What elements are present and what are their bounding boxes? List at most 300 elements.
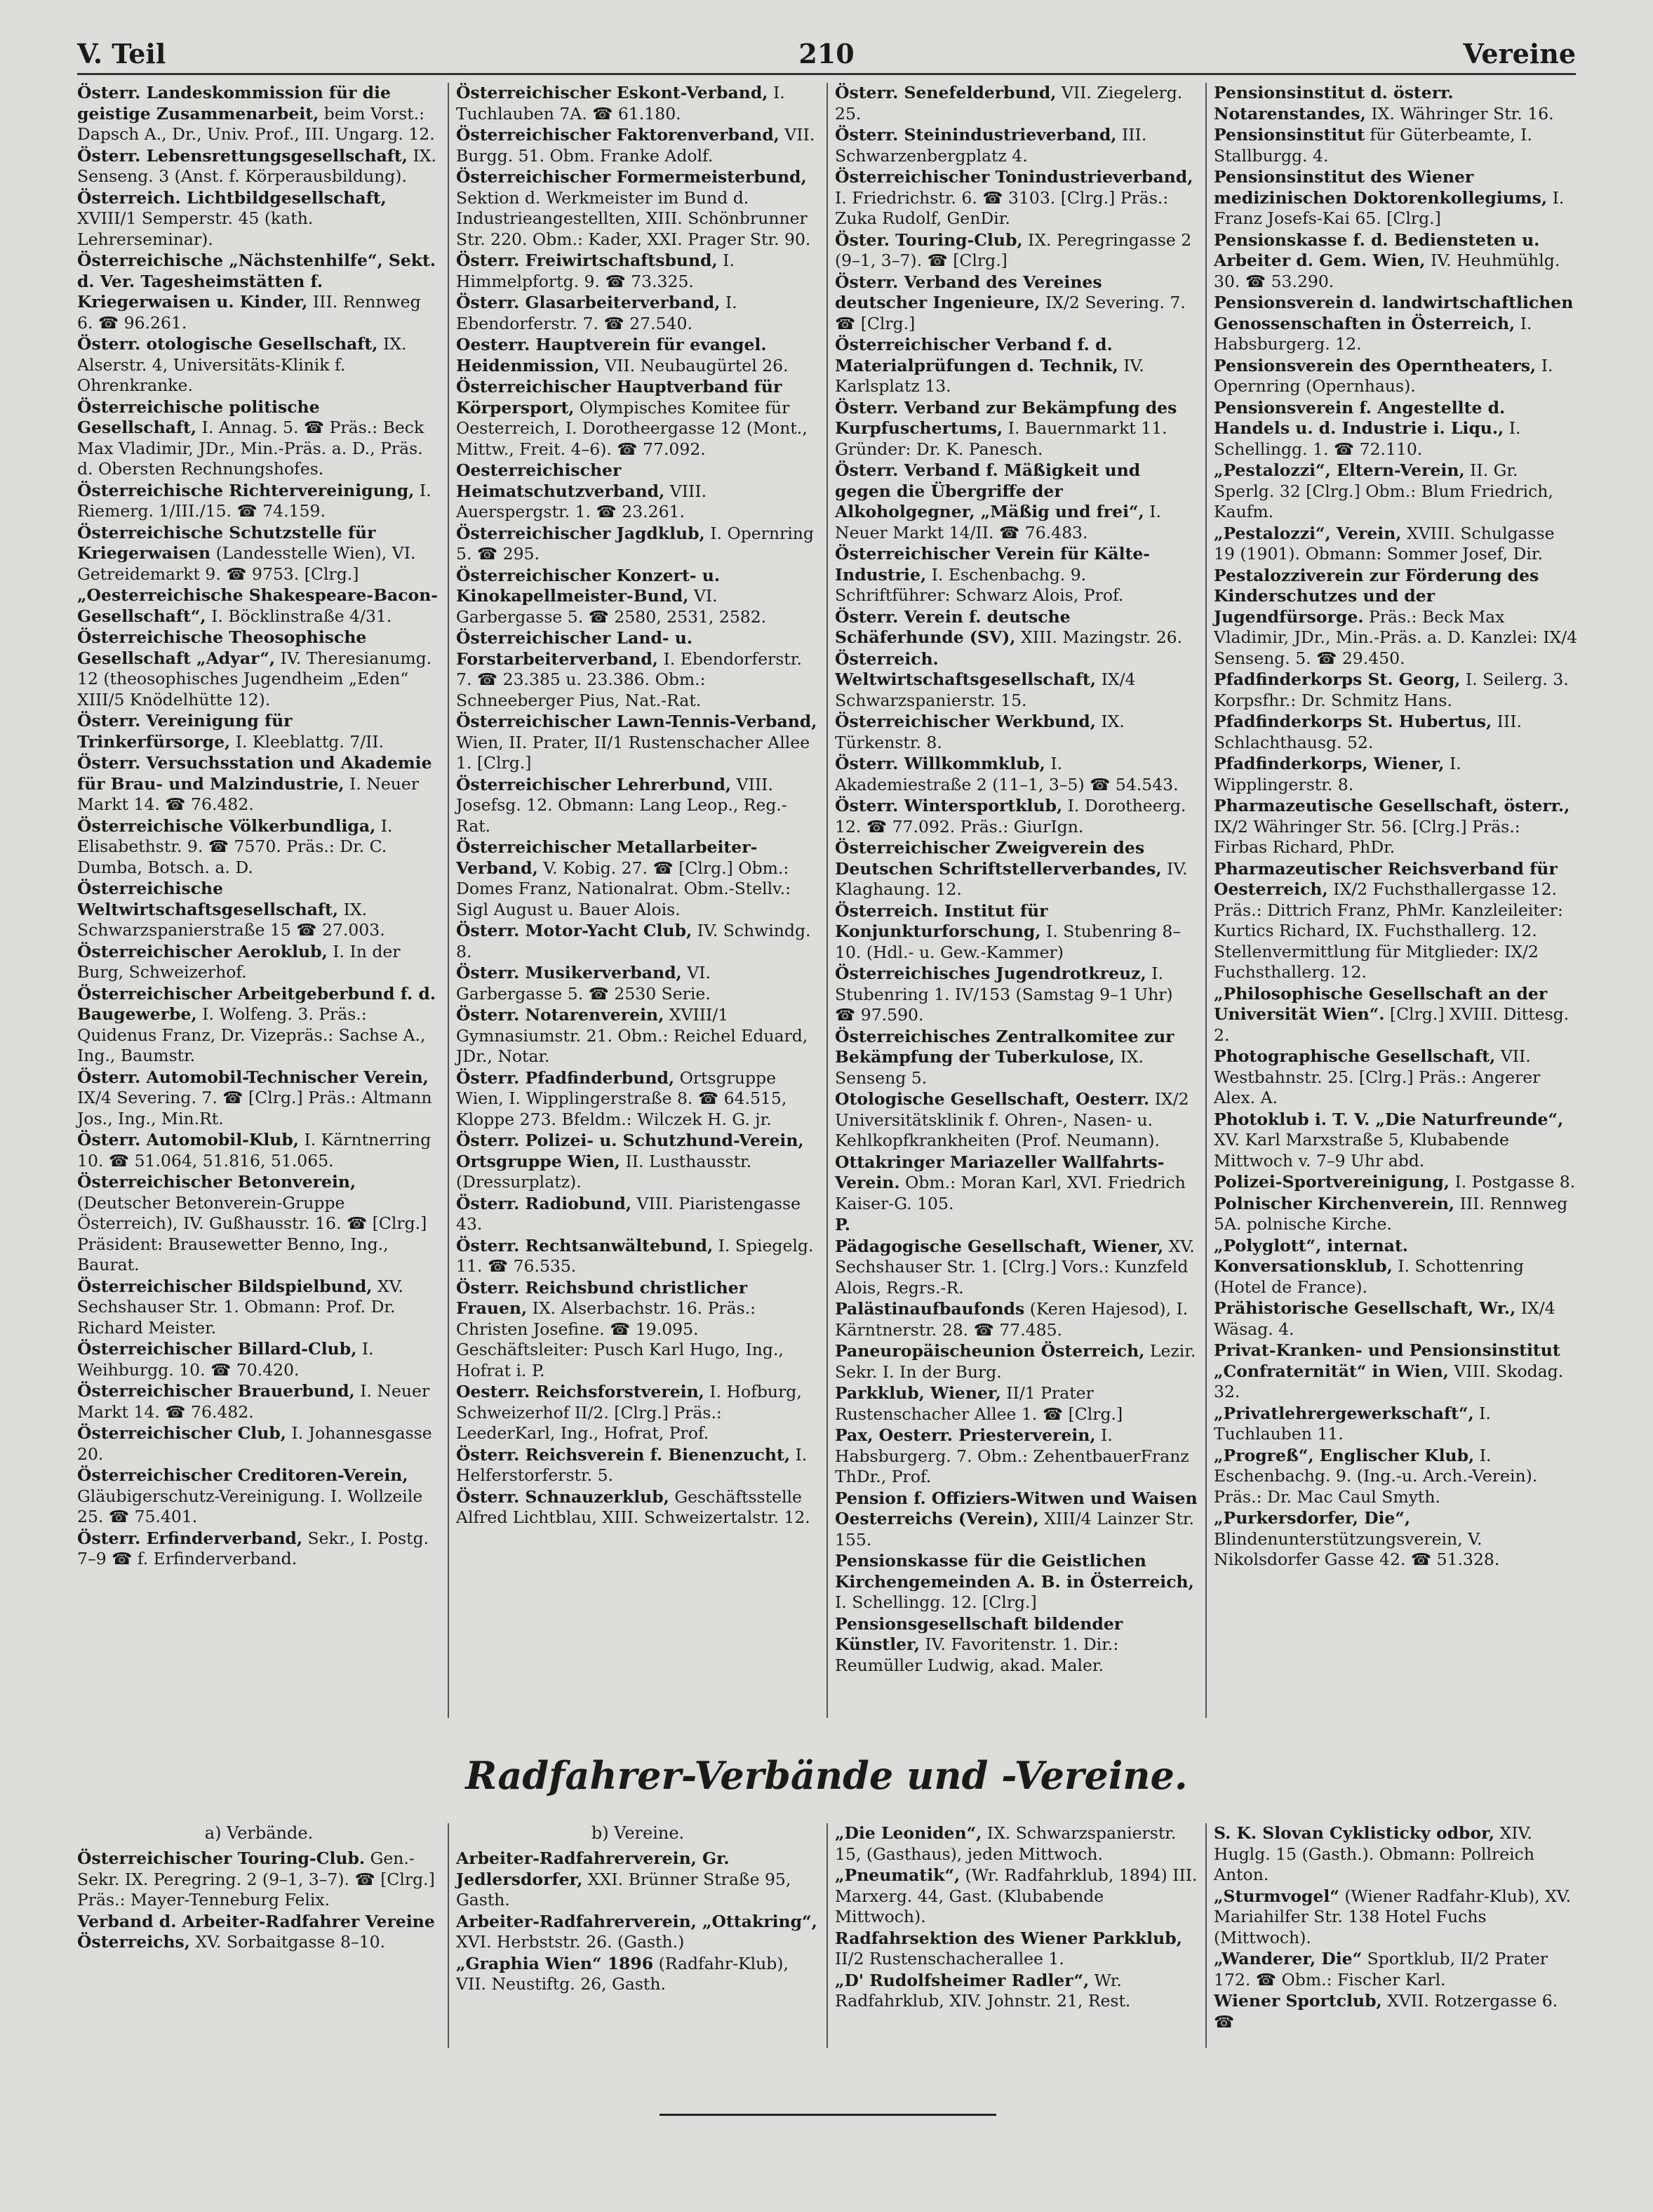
directory-entry	[835, 1027, 1198, 1089]
directory-entry	[456, 1848, 819, 1911]
entry-name: Österreichischer Verband f. d. Materialprüfungen d. Technik,	[835, 335, 1118, 375]
entry-details: I. Schottenring (Hotel de France).	[1214, 1256, 1524, 1297]
entry-name: Österreichischer Eskont-Verband,	[456, 83, 768, 102]
entry-name: „Wanderer, Die“	[1214, 1949, 1363, 1968]
entry-details: Präs.: Beck Max Vladimir, JDr., Min.-Präs. a. D. Kanzlei: IX/4 Senseng. 5. ☎ 29.450.	[1214, 606, 1578, 668]
directory-entry	[456, 963, 819, 1004]
entry-name: Österreichischer Zweigverein des Deutschen Schriftstellerverbandes,	[835, 838, 1162, 879]
directory-entry	[1214, 230, 1579, 293]
entry-name: Österreich. Institut für Konjunkturforschung,	[835, 900, 1048, 941]
entry-details: I. Tuchlauben 7A. ☎ 61.180.	[456, 83, 785, 124]
entry-details: Obm.: Moran Karl, XVI. Friedrich Kaiser-G. 105.	[835, 1173, 1186, 1213]
entry-details: I. Tuchlauben 11.	[1214, 1403, 1491, 1444]
entry-name: Pensionsinstitut d. österr. Notarenstandes,	[1214, 83, 1454, 124]
directory-entry	[835, 167, 1198, 229]
entry-name: Oesterr. Hauptverein für evangel. Heidenmission,	[456, 335, 767, 375]
entry-details: IX. Peregringasse 2 (9–1, 3–7). ☎ [Clrg.]	[835, 229, 1192, 270]
entry-details: I. Friedrichstr. 6. ☎ 3103. [Clrg.] Präs.: Zuka Rudolf, GenDir.	[835, 187, 1169, 228]
directory-entry	[835, 1928, 1198, 1970]
entry-name: „Progreß“, Englischer Klub,	[1214, 1445, 1475, 1465]
directory-entry	[1214, 669, 1579, 711]
directory-entry	[835, 544, 1198, 606]
entry-name: Radfahrsektion des Wiener Parkklub,	[835, 1928, 1182, 1948]
entry-details: I. Habsburgerg. 7. Obm.: ZehentbauerFranz ThDr., Prof.	[835, 1425, 1189, 1486]
column	[1207, 83, 1586, 1718]
entry-details: VIII. Skodag. 32.	[1214, 1361, 1564, 1401]
entry-details: IX. Alserstr. 4, Universitäts-Klinik f. Ohrenkranke.	[77, 334, 407, 395]
entry-name: „Sturmvogel“	[1214, 1886, 1339, 1906]
entry-details: VIII. Josefsg. 12. Obmann: Lang Leop., Reg.-Rat.	[456, 774, 787, 836]
entry-details: IV. Karlsplatz 13.	[835, 355, 1144, 396]
entry-name: „Pestalozzi“, Verein,	[1214, 523, 1402, 543]
entry-name: Pfadfinderkorps St. Georg,	[1214, 669, 1461, 689]
header-part: V. Teil	[77, 37, 166, 69]
directory-entry	[835, 125, 1198, 166]
directory-entry	[835, 796, 1198, 837]
entry-name: Polizei-Sportvereinigung,	[1214, 1172, 1450, 1192]
directory-entry	[456, 712, 819, 774]
entry-name: Österr. otologische Gesellschaft,	[77, 334, 378, 354]
entry-details: I. Akademiestraße 2 (11–1, 3–5) ☎ 54.543.	[835, 754, 1179, 794]
entry-details: XXI. Brünner Straße 95, Gasth.	[456, 1869, 791, 1910]
directory-entry	[835, 1383, 1198, 1425]
entry-name: Österr. Verein f. deutsche Schäferhunde (SV),	[835, 606, 1071, 647]
entry-name: Pensionsinstitut	[1214, 125, 1365, 145]
entry-details: I. Seilerg. 3. Korpsfhr.: Dr. Schmitz Hans.	[1214, 669, 1569, 710]
entry-name: Österreichische Schutzstelle für Kriegerwaisen	[77, 522, 376, 563]
entry-name: Pharmazeutische Gesellschaft, österr.,	[1214, 796, 1570, 815]
directory-entry	[835, 1152, 1198, 1215]
entry-details: I. Schellingg. 1. ☎ 72.110.	[1214, 418, 1521, 459]
entry-details: IX. Schwarzspanierstraße 15 ☎ 27.003.	[77, 899, 385, 940]
directory-entry	[1214, 1110, 1579, 1172]
entry-name: Pensionsverein f. Angestellte d. Handels u. d. Industrie i. Liqu.,	[1214, 397, 1506, 438]
entry-name: Österr. Rechtsanwältebund,	[456, 1235, 714, 1255]
entry-details: I. Opernring (Opernhaus).	[1214, 355, 1553, 396]
entry-name: Pestalozziverein zur Förderung des Kinderschutzes und der Jugendfürsorge.	[1214, 565, 1539, 627]
entry-details: Ortsgruppe Wien, I. Wipplingerstraße 8. ☎ 64.515, Kloppe 273. Bfeldm.: Wilczek H. G. jr.	[456, 1067, 787, 1129]
directory-entry	[1214, 167, 1579, 229]
entry-details: IX. Senseng. 3 (Anst. f. Körperausbildung).	[77, 145, 436, 186]
entry-name: Arbeiter-Radfahrerverein, „Ottakring“,	[456, 1911, 817, 1931]
entry-details: I. Ebendorferstr. 7. ☎ 27.540.	[456, 293, 737, 333]
directory-entry	[1214, 1949, 1579, 1990]
entry-name: Österreichischer Jagdklub,	[456, 523, 705, 543]
entry-details: (Keren Hajesod), I. Kärntnerstr. 28. ☎ 77.485.	[835, 1299, 1189, 1340]
directory-entry	[456, 775, 819, 837]
entry-name: Prähistorische Gesellschaft, Wr.,	[1214, 1298, 1516, 1318]
directory-entry	[835, 1823, 1198, 1865]
entry-name: Österreichischer Billard-Club,	[77, 1339, 357, 1359]
entry-name: Österreichischer Konzert- u. Kinokapellmeister-Bund,	[456, 565, 721, 606]
directory-entry	[835, 1551, 1198, 1613]
entry-details: Sektion d. Werkmeister im Bund d. Industrieangestellten, XIII. Schönbrunner Str. 220. Obm.: Kader, XXI. Prager Str. 90.	[456, 187, 811, 249]
entry-name: Österr. Musikerverband,	[456, 963, 682, 982]
entry-details: für Güterbeamte, I. Stallburgg. 4.	[1214, 125, 1532, 166]
directory-entry	[77, 1465, 441, 1528]
entry-details: XV. Sechshauser Str. 1. [Clrg.] Vors.: Kunzfeld Alois, Regrs.-R.	[835, 1236, 1195, 1298]
entry-details: Sekr., I. Postg. 7–9 ☎ f. Erfinderverband.	[77, 1528, 429, 1568]
entry-name: „D' Rudolfsheimer Radler“,	[835, 1970, 1090, 1990]
directory-entry	[1214, 398, 1579, 460]
entry-details: IX/4 Wäsag. 4.	[1214, 1298, 1555, 1339]
entry-details: Olympisches Komitee für Oesterreich, I. Dorotheergasse 12 (Mont., Mittw., Freit. 4–6). ☎ 77.092.	[456, 397, 808, 459]
entry-name: S. K. Slovan Cyklisticky odbor,	[1214, 1823, 1495, 1843]
entry-details: I. Kärntnerring 10. ☎ 51.064, 51.816, 51.065.	[77, 1130, 431, 1171]
entry-details: [Clrg.] XVIII. Dittesg. 2.	[1214, 1004, 1570, 1045]
directory-entry	[77, 1912, 441, 1953]
directory-entry	[77, 1528, 441, 1570]
directory-entry	[835, 1614, 1198, 1677]
directory-entry	[456, 125, 819, 166]
entry-details: III. Schlachthausg. 52.	[1214, 712, 1522, 752]
entry-name: Österr. Steinindustrieverband,	[835, 125, 1117, 145]
entry-name: Österreichische Weltwirtschaftsgesellschaft,	[77, 879, 339, 919]
entry-name: Österreich. Lichtbildgesellschaft,	[77, 187, 387, 208]
directory-entry	[1214, 1508, 1579, 1571]
entry-details: I. Eschenbachg. 9. (Ing.-u. Arch.-Verein). Präs.: Dr. Mac Caul Smyth.	[1214, 1445, 1538, 1507]
directory-entry	[1214, 1172, 1579, 1193]
directory-entry	[835, 460, 1198, 543]
entry-details: I. Wipplingerstr. 8.	[1214, 754, 1461, 794]
directory-entry	[835, 964, 1198, 1026]
entry-name: Österreichischer Touring-Club.	[77, 1848, 366, 1868]
entry-details: IX/4 Schwarzspanierstr. 15.	[835, 669, 1136, 710]
entry-name: Arbeiter-Radfahrerverein, Gr. Jedlersdorfer,	[456, 1848, 730, 1889]
directory-entry	[456, 1005, 819, 1067]
directory-entry	[456, 921, 819, 962]
entry-details: IV. Schwindg. 8.	[456, 921, 811, 961]
entry-name: Otologische Gesellschaft, Oesterr.	[835, 1089, 1150, 1109]
entry-name: „Privatlehrergewerkschaft“,	[1214, 1403, 1474, 1423]
directory-entry	[77, 1277, 441, 1339]
directory-entry	[456, 1194, 819, 1235]
entry-name: „Graphia Wien“ 1896	[456, 1953, 654, 1973]
entry-details: XVII. Rotzergasse 6. ☎	[1214, 1991, 1558, 2032]
subsection-heading: a) Verbände.	[204, 1823, 314, 1843]
entry-name: Österreich. Weltwirtschaftsgesellschaft,	[835, 648, 1097, 689]
entry-details: II/2 Rustenschacherallee 1.	[835, 1949, 1064, 1968]
directory-entry	[77, 1339, 441, 1380]
entry-details: I. Neuer Markt 14. ☎ 76.482.	[77, 1381, 430, 1422]
entry-name: Österreichischer Lawn-Tennis-Verband,	[456, 712, 817, 731]
entry-details: IX/2 Severing. 7. ☎ [Clrg.]	[835, 293, 1186, 333]
entry-name: Pädagogische Gesellschaft, Wiener,	[835, 1236, 1164, 1256]
entry-name: Österr. Motor-Yacht Club,	[456, 921, 692, 940]
directory-entry	[456, 1487, 819, 1528]
entry-details: VIII. Auerspergstr. 1. ☎ 23.261.	[456, 481, 707, 521]
directory-entry	[456, 628, 819, 711]
entry-details: I. Eschenbachg. 9. Schriftführer: Schwarz Alois, Prof.	[835, 564, 1124, 605]
directory-entry	[77, 481, 441, 522]
directory-entry	[456, 524, 819, 565]
entry-details: I. Schellingg. 12. [Clrg.]	[835, 1592, 1037, 1612]
directory-entry	[835, 1215, 1198, 1236]
entry-details: VII. Burgg. 51. Obm. Franke Adolf.	[456, 125, 815, 166]
entry-details: VIII. Piaristengasse 43.	[456, 1193, 801, 1234]
entry-details: I. In der Burg, Schweizerhof.	[77, 941, 401, 982]
directory-entry	[77, 585, 441, 627]
entry-details: I. Helferstorferstr. 5.	[456, 1444, 808, 1485]
entry-name: P.	[835, 1215, 850, 1234]
entry-details: VII. Neubaugürtel 26.	[605, 355, 789, 375]
directory-entry	[835, 1488, 1198, 1551]
entry-details: IX/2 Fuchsthallergasse 12. Präs.: Dittrich Franz, PhMr. Kanzleileiter: Kurtics Richard, IX. Fuchsthallerg. 12. Stellenvermittlung für Mitglieder: IX/2 Fuchsthallerg. 12.	[1214, 879, 1563, 982]
entry-details: III. Rennweg 5A. polnische Kirche.	[1214, 1193, 1568, 1234]
entry-details: II. Lusthausstr. (Dressurplatz).	[456, 1151, 752, 1192]
directory-entry	[1214, 566, 1579, 669]
entry-name: Österreichischer Lehrerbund,	[456, 774, 732, 794]
directory-entry	[835, 1865, 1198, 1928]
entry-name: „Oesterreichische Shakespeare-Bacon-Gesellschaft“,	[77, 585, 439, 626]
directory-entry	[456, 293, 819, 334]
entry-name: Österr. Radiobund,	[456, 1193, 632, 1213]
directory-entry	[77, 1172, 441, 1276]
page-number: 210	[798, 37, 855, 69]
entry-name: Österr. Versuchsstation und Akademie für Brau- und Malzindustrie,	[77, 753, 432, 794]
section-title: Radfahrer-Verbände und -Vereine.	[465, 1753, 1188, 1798]
entry-details: I. Wolfeng. 3. Präs.: Quidenus Franz, Dr. Vizepräs.: Sachse A., Ing., Baumstr.	[77, 1004, 426, 1065]
entry-name: Paneuropäischeunion Österreich,	[835, 1341, 1145, 1361]
section-column	[70, 1823, 449, 2048]
section-columns	[70, 1823, 1586, 2048]
main-columns	[70, 83, 1586, 1718]
entry-details: IX/2 Universitätsklinik f. Ohren-, Nasen- u. Kehlkopfkrankheiten (Prof. Neumann).	[835, 1089, 1189, 1150]
entry-name: Pfadfinderkorps St. Hubertus,	[1214, 712, 1492, 731]
directory-entry	[1214, 1991, 1579, 2032]
directory-entry	[1214, 712, 1579, 753]
directory-entry	[835, 1089, 1198, 1152]
entry-details: Wr. Radfahrklub, XIV. Johnstr. 21, Rest.	[835, 1970, 1131, 2011]
entry-details: XIII/4 Lainzer Str. 155.	[835, 1509, 1195, 1550]
entry-name: Pfadfinderkorps, Wiener,	[1214, 754, 1445, 773]
entry-name: Österreichischer Aeroklub,	[77, 941, 328, 961]
entry-name: Österreichischer Werkbund,	[835, 712, 1096, 731]
directory-entry	[77, 188, 441, 251]
entry-name: Österr. Glasarbeiterverband,	[456, 293, 721, 312]
directory-entry	[77, 251, 441, 333]
entry-name: Photographische Gesellschaft,	[1214, 1046, 1496, 1066]
directory-entry	[456, 1131, 819, 1193]
entry-details: I. Hofburg, Schweizerhof II/2. [Clrg.] Präs.: LeederKarl, Ing., Hofrat, Prof.	[456, 1382, 802, 1443]
entry-details: I. Postgasse 8.	[1454, 1172, 1576, 1192]
directory-entry	[1214, 1340, 1579, 1403]
entry-name: Photoklub i. T. V. „Die Naturfreunde“,	[1214, 1109, 1564, 1129]
entry-name: Pensionsverein d. landwirtschaftlichen Genossenschaften in Österreich,	[1214, 293, 1574, 333]
directory-entry	[456, 1954, 819, 1995]
directory-entry	[1214, 293, 1579, 355]
page-header	[77, 34, 1576, 75]
closing-rule	[660, 2114, 996, 2116]
entry-name: Österreichisches Zentralkomitee zur Bekämpfung der Tuberkulose,	[835, 1026, 1174, 1067]
directory-entry	[835, 712, 1198, 753]
entry-details: XIII. Mazingstr. 26.	[1020, 627, 1183, 647]
entry-details: I. Neuer Markt 14. ☎ 76.482.	[77, 773, 420, 814]
entry-name: Österreichisches Jugendrotkreuz,	[835, 964, 1146, 983]
entry-details: I. Weihburgg. 10. ☎ 70.420.	[77, 1339, 374, 1380]
entry-name: Österr. Schnauzerklub,	[456, 1486, 669, 1507]
directory-entry	[456, 1278, 819, 1382]
entry-name: Österreichischer Bildspielbund,	[77, 1276, 373, 1296]
entry-details: XV. Sechshauser Str. 1. Obmann: Prof. Dr. Richard Meister.	[77, 1276, 404, 1338]
entry-name: „Die Leoniden“,	[835, 1823, 982, 1843]
directory-entry	[456, 566, 819, 628]
entry-details: I. Elisabethstr. 9. ☎ 7570. Präs.: Dr. C. Dumba, Botsch. a. D.	[77, 815, 393, 877]
directory-entry	[1214, 1823, 1579, 1886]
entry-name: Oesterr. Reichsforstverein,	[456, 1382, 704, 1401]
entry-name: Österreichischer Creditoren-Verein,	[77, 1465, 408, 1485]
entry-details: (Wr. Radfahrklub, 1894) III. Marxerg. 44, Gast. (Klubabende Mittwoch).	[835, 1865, 1198, 1926]
entry-name: Pensionskasse für die Geistlichen Kirchengemeinden A. B. in Österreich,	[835, 1551, 1194, 1592]
directory-entry	[835, 838, 1198, 900]
entry-details: I. Kleeblattg. 7/II.	[235, 731, 384, 752]
entry-name: Parkklub, Wiener,	[835, 1383, 1001, 1403]
directory-entry	[1214, 1298, 1579, 1340]
directory-entry	[1214, 1194, 1579, 1235]
entry-name: Österreichischer Metallarbeiter-Verband,	[456, 837, 758, 878]
directory-entry	[456, 335, 819, 376]
directory-entry	[1214, 356, 1579, 397]
entry-name: Österr. Senefelderbund,	[835, 83, 1057, 102]
entry-details: III. Schwarzenbergplatz 4.	[835, 125, 1147, 166]
directory-entry	[456, 83, 819, 124]
entry-name: Österr. Reichsbund christlicher Frauen,	[456, 1277, 748, 1318]
directory-entry	[77, 1423, 441, 1465]
directory-entry	[835, 83, 1198, 124]
entry-details: XVIII. Schulgasse 19 (1901). Obmann: Sommer Josef, Dir.	[1214, 523, 1555, 564]
entry-name: Pax, Oesterr. Priesterverein,	[835, 1425, 1096, 1445]
entry-name: Österreichische Richtervereinigung,	[77, 480, 415, 500]
directory-entry	[77, 1848, 441, 1911]
entry-name: Österreichischer Formermeisterbund,	[456, 167, 807, 187]
entry-details: IX. Senseng 5.	[835, 1047, 1144, 1088]
entry-details: Wien, II. Prater, II/1 Rustenschacher Allee 1. [Clrg.]	[456, 732, 810, 773]
entry-details: II. Gr. Sperlg. 32 [Clrg.] Obm.: Blum Friedrich, Kaufm.	[1214, 460, 1553, 521]
entry-details: IV. Heuhmühlg. 30. ☎ 53.290.	[1214, 251, 1560, 291]
entry-name: Pension f. Offiziers-Witwen und Waisen Oesterreichs (Verein),	[835, 1488, 1198, 1528]
directory-entry	[835, 1971, 1198, 2012]
directory-entry	[456, 460, 819, 523]
directory-entry	[456, 251, 819, 292]
entry-name: Österr. Notarenverein,	[456, 1005, 664, 1025]
entry-name: Österr. Automobil-Technischer Verein,	[77, 1067, 429, 1087]
directory-entry	[456, 1912, 819, 1953]
entry-name: Oesterreichischer Heimatschutzverband,	[456, 460, 665, 501]
entry-details: I. Franz Josefs-Kai 65. [Clrg.]	[1214, 187, 1565, 228]
entry-name: Palästinaufbaufonds	[835, 1299, 1025, 1319]
entry-name: Österreichischer Brauerbund,	[77, 1381, 355, 1401]
directory-entry	[1214, 859, 1579, 983]
entry-name: Österr. Pfadfinderbund,	[456, 1067, 675, 1088]
entry-name: Verband d. Arbeiter-Radfahrer Vereine Österreichs,	[77, 1911, 435, 1952]
directory-entry	[835, 649, 1198, 712]
directory-entry	[835, 1341, 1198, 1382]
directory-entry	[77, 1381, 441, 1423]
directory-entry	[835, 230, 1198, 272]
directory-entry	[456, 167, 819, 250]
entry-name: Österr. Reichsverein f. Bienenzucht,	[456, 1444, 791, 1465]
entry-name: Öster. Touring-Club,	[835, 229, 1023, 250]
entry-name: Österreichischer Hauptverband für Körpersport,	[456, 377, 782, 418]
entry-details: I. Bauernmarkt 11. Gründer: Dr. K. Panesch.	[835, 418, 1167, 459]
entry-details: IX/2 Währinger Str. 56. [Clrg.] Präs.: Firbas Richard, PhDr.	[1214, 816, 1520, 857]
entry-name: Pensionsinstitut des Wiener medizinischen Doktorenkollegiums,	[1214, 167, 1548, 208]
entry-details: I. Stubenring 1. IV/153 (Samstag 9–1 Uhr) ☎ 97.590.	[835, 964, 1173, 1025]
directory-entry	[77, 83, 441, 145]
directory-entry	[77, 146, 441, 187]
entry-details: VI. Garbergasse 5. ☎ 2580, 2531, 2582.	[456, 586, 767, 627]
directory-entry	[835, 901, 1198, 964]
entry-details: (Radfahr-Klub), VII. Neustiftg. 26, Gasth.	[456, 1953, 789, 1994]
directory-entry	[1214, 1236, 1579, 1298]
entry-name: Pharmazeutischer Reichsverband für Oesterreich,	[1214, 858, 1558, 899]
entry-details: I. Himmelpfortg. 9. ☎ 73.325.	[456, 251, 735, 291]
directory-entry	[835, 335, 1198, 397]
entry-name: Österreichischer Club,	[77, 1423, 286, 1443]
directory-entry	[1214, 984, 1579, 1046]
entry-name: Pensionsverein des Operntheaters,	[1214, 355, 1537, 375]
entry-details: XVI. Herbststr. 26. (Gasth.)	[456, 1932, 685, 1952]
entry-name: Österreichischer Betonverein,	[77, 1172, 356, 1192]
directory-entry	[835, 1237, 1198, 1299]
entry-name: Polnischer Kirchenverein,	[1214, 1193, 1455, 1213]
entry-details: II/1 Prater Rustenschacher Allee 1. ☎ [Clrg.]	[835, 1383, 1123, 1424]
entry-name: Österr. Automobil-Klub,	[77, 1130, 299, 1150]
entry-details: Geschäftsstelle Alfred Lichtblau, XIII. Schweizertalstr. 12.	[456, 1486, 810, 1527]
directory-entry	[1214, 1046, 1579, 1109]
entry-name: Ottakringer Mariazeller Wallfahrts-Verein.	[835, 1152, 1165, 1192]
entry-details: V. Kobig. 27. ☎ [Clrg.] Obm.: Domes Franz, Nationalrat. Obm.-Stellv.: Sigl August u. Bauer Alois.	[456, 858, 791, 919]
directory-entry	[1214, 524, 1579, 565]
directory-entry	[835, 754, 1198, 795]
directory-entry	[77, 711, 441, 752]
entry-details: I. Ebendorferstr. 7. ☎ 23.385 u. 23.386. Obm.: Schneeberger Pius, Nat.-Rat.	[456, 648, 802, 710]
section-column	[1207, 1823, 1586, 2048]
entry-name: Pensionsgesellschaft bildender Künstler,	[835, 1613, 1123, 1654]
entry-details: VII. Westbahnstr. 25. [Clrg.] Präs.: Angerer Alex. A.	[1214, 1046, 1541, 1107]
directory-entry	[1214, 754, 1579, 795]
entry-details: IV. Favoritenstr. 1. Dir.: Reumüller Ludwig, akad. Maler.	[835, 1634, 1119, 1675]
directory-entry	[456, 1445, 819, 1486]
directory-entry	[456, 1382, 819, 1444]
entry-details: VII. Ziegelerg. 25.	[835, 83, 1183, 124]
entry-details: IX. Währinger Str. 16.	[1371, 103, 1554, 124]
subsection-heading: b) Vereine.	[591, 1823, 685, 1843]
directory-entry	[77, 942, 441, 983]
directory-entry	[77, 816, 441, 879]
entry-details: XVIII/1 Semperstr. 45 (kath. Lehrerseminar).	[77, 208, 314, 249]
directory-entry	[456, 1236, 819, 1277]
column	[449, 83, 828, 1718]
directory-entry	[456, 1068, 819, 1131]
directory-entry	[1214, 1886, 1579, 1949]
directory-entry	[1214, 796, 1579, 858]
entry-name: Österreichischer Arbeitgeberbund f. d. Baugewerbe,	[77, 983, 436, 1024]
entry-details: XIV. Huglg. 15 (Gasth.). Obmann: Pollreich Anton.	[1214, 1823, 1534, 1884]
directory-entry	[77, 753, 441, 815]
column	[828, 83, 1207, 1718]
entry-name: Privat-Kranken- und Pensionsinstitut „Confraternität“ in Wien,	[1214, 1340, 1560, 1381]
column	[70, 83, 449, 1718]
entry-details: Sportklub, II/2 Prater 172. ☎ Obm.: Fischer Karl.	[1214, 1949, 1548, 1990]
directory-entry	[835, 1299, 1198, 1340]
directory-entry	[1214, 1446, 1579, 1508]
entry-details: I. Dorotheerg. 12. ☎ 77.092. Präs.: GiurIgn.	[835, 796, 1186, 837]
entry-name: Österr. Verband zur Bekämpfung des Kurpfuschertums,	[835, 397, 1177, 438]
entry-details: I. Johannesgasse 20.	[77, 1423, 432, 1464]
directory-entry	[1214, 83, 1579, 124]
entry-details: XV. Karl Marxstraße 5, Klubabende Mittwoch v. 7–9 Uhr abd.	[1214, 1130, 1509, 1171]
